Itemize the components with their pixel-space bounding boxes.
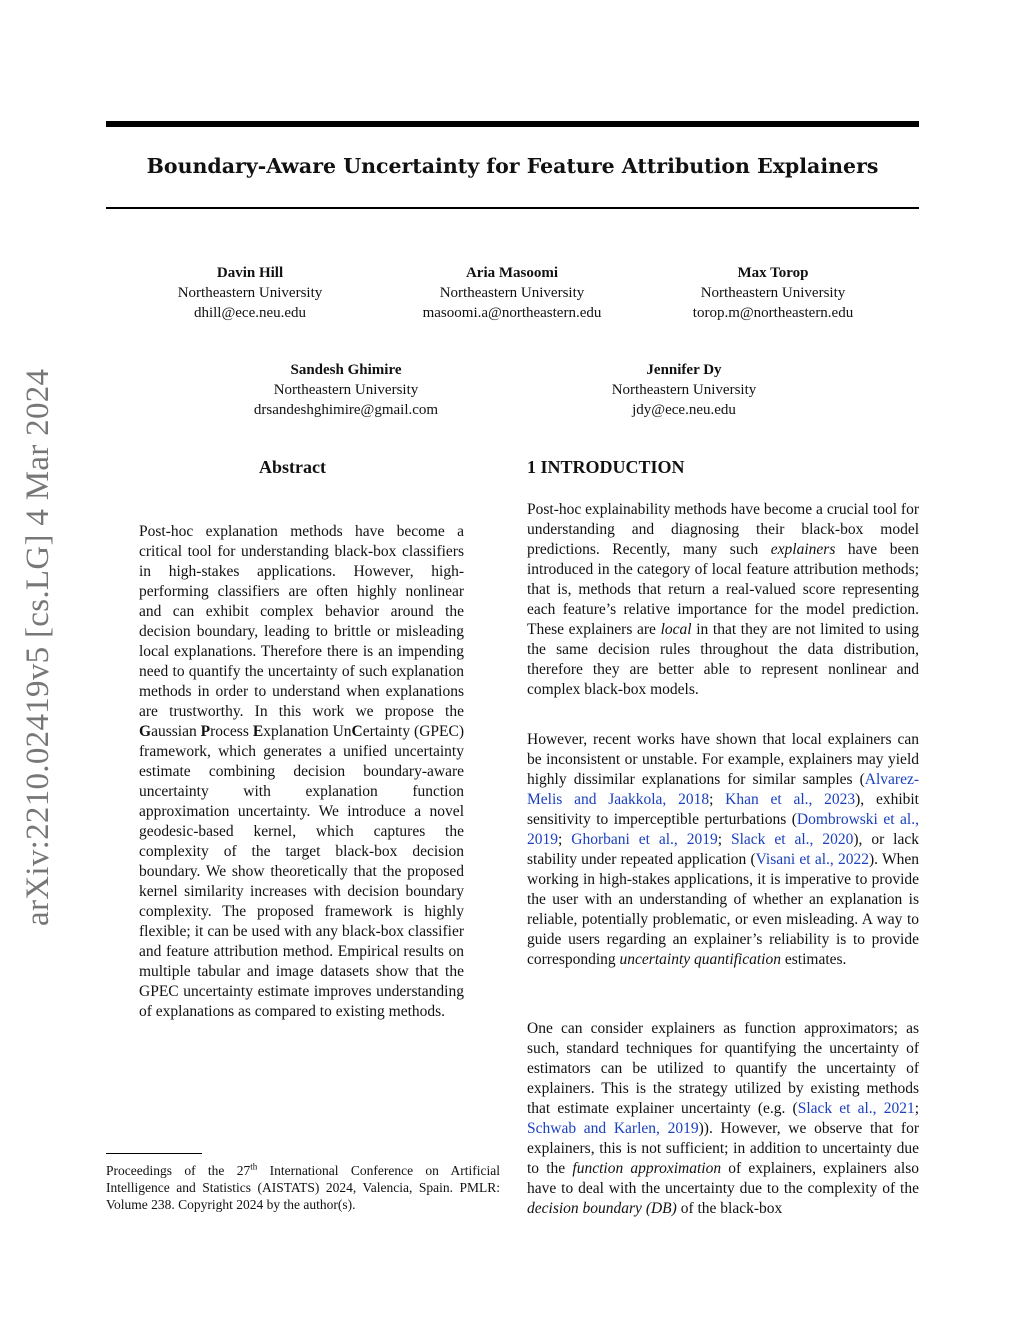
- citation-link[interactable]: Schwab and Karlen, 2019: [527, 1120, 699, 1137]
- author-block: [222, 360, 470, 420]
- author-name: Max Torop: [737, 265, 809, 281]
- footnote: Proceedings of the 27th International Conference on Artificial Intelligence and Statistics (AISTATS) 2024, Valencia, Spain. PMLR: Volume 238. Copyright 2024 by the author(s).: [106, 1161, 500, 1212]
- author-name: Jennifer Dy: [646, 362, 722, 378]
- author-affiliation: Northeastern University: [273, 382, 419, 398]
- author-affiliation: Northeastern University: [611, 382, 757, 398]
- author-affiliation: Northeastern University: [177, 285, 323, 301]
- author-affiliation: Northeastern University: [439, 285, 585, 301]
- citation-link[interactable]: Alvarez-Melis and Jaakkola, 2018: [527, 771, 919, 808]
- citation-link[interactable]: Khan et al., 2023: [725, 791, 856, 808]
- author-name: Davin Hill: [216, 265, 284, 281]
- author-block: [670, 263, 876, 323]
- citation-link[interactable]: Dombrowski et al., 2019: [527, 811, 919, 848]
- arxiv-identifier: arXiv:2210.02419v5 [cs.LG] 4 Mar 2024: [20, 368, 56, 926]
- title-top-rule: [106, 121, 919, 127]
- author-email: jdy@ece.neu.edu: [632, 402, 736, 418]
- author-email: masoomi.a@northeastern.edu: [422, 305, 602, 321]
- intro-paragraph-2: However, recent works have shown that local explainers can be inconsistent or unstable. For example, explainers may yield highly dissimilar explanations for similar samples (Alvarez-Melis and Jaakkola, 2018; Khan et al., 2023), exhibit sensitivity to imperceptible perturbations (Dombrowski et al., 2019; Ghorbani et al., 2019; Slack et al., 2020), or lack stability under repeated application (Visani et al., 2022). When working in high-stakes applications, it is imperative to provide the user with an understanding of whether an explanation is reliable, potentially problematic, or even misleading. A way to guide users regarding an explainer’s reliability is to provide corresponding uncertainty quantification estimates.: [527, 731, 919, 968]
- author-block: [160, 263, 340, 323]
- author-email: drsandeshghimire@gmail.com: [253, 402, 439, 418]
- footnote-rule: [106, 1153, 202, 1154]
- intro-paragraph-3: One can consider explainers as function approximators; as such, standard techniques for quantifying the uncertainty of estimators can be utilized to quantify the uncertainty of explainers. This is the strategy utilized by existing methods that estimate explainer uncertainty (e.g. (Slack et al., 2021; Schwab and Karlen, 2019)). However, we observe that for explainers, this is not sufficient; in addition to uncertainty due to the function approximation of explainers, explainers also have to deal with the uncertainty due to the complexity of the decision boundary (DB) of the black-box: [527, 1020, 920, 1217]
- abstract-body: Post-hoc explanation methods have become a critical tool for understanding black-box classifiers in high-stakes applications. However, high-performing classifiers are often highly nonlinear and can exhibit complex behavior around the decision boundary, leading to brittle or misleading local explanations. Therefore there is an impending need to quantify the uncertainty of such explanation methods in order to understand when explanations are trustworthy. In this work we propose the Gaussian Process Explanation UnCertainty (GPEC) framework, which generates a unified uncertainty estimate combining decision boundary-aware uncertainty with explanation function approximation uncertainty. We introduce a novel geodesic-based kernel, which captures the complexity of the target black-box decision boundary. We show theoretically that the proposed kernel similarity increases with decision boundary complexity. The proposed framework is highly flexible; it can be used with any black-box classifier and feature attribution method. Empirical results on multiple tabular and image datasets show that the GPEC uncertainty estimate improves understanding of explanations as compared to existing methods.: [139, 523, 464, 1020]
- author-name: Sandesh Ghimire: [290, 362, 402, 378]
- author-name: Aria Masoomi: [465, 265, 559, 281]
- paper-title: Boundary-Aware Uncertainty for Feature Attribution Explainers: [146, 154, 879, 178]
- abstract-heading: Abstract: [259, 457, 326, 477]
- citation-link[interactable]: Slack et al., 2020: [730, 831, 854, 848]
- author-block: [400, 263, 624, 323]
- author-email: torop.m@northeastern.edu: [692, 305, 854, 321]
- citation-link[interactable]: Ghorbani et al., 2019: [571, 831, 718, 848]
- author-block: [584, 360, 784, 420]
- title-bottom-rule: [106, 207, 919, 209]
- citation-link[interactable]: Visani et al., 2022: [755, 851, 869, 868]
- author-affiliation: Northeastern University: [700, 285, 846, 301]
- intro-paragraph-1: Post-hoc explainability methods have become a crucial tool for understanding and diagnosing their black-box model predictions. Recently, many such explainers have been introduced in the category of local feature attribution methods; that is, methods that return a real-valued score representing each feature’s relative importance for the model prediction. These explainers are local in that they are not limited to using the same decision rules throughout the data distribution, therefore they are better able to represent nonlinear and complex black-box models.: [527, 501, 919, 698]
- citation-link[interactable]: Slack et al., 2021: [797, 1100, 915, 1117]
- section-heading-introduction: 1 INTRODUCTION: [527, 457, 685, 477]
- author-email: dhill@ece.neu.edu: [193, 305, 307, 321]
